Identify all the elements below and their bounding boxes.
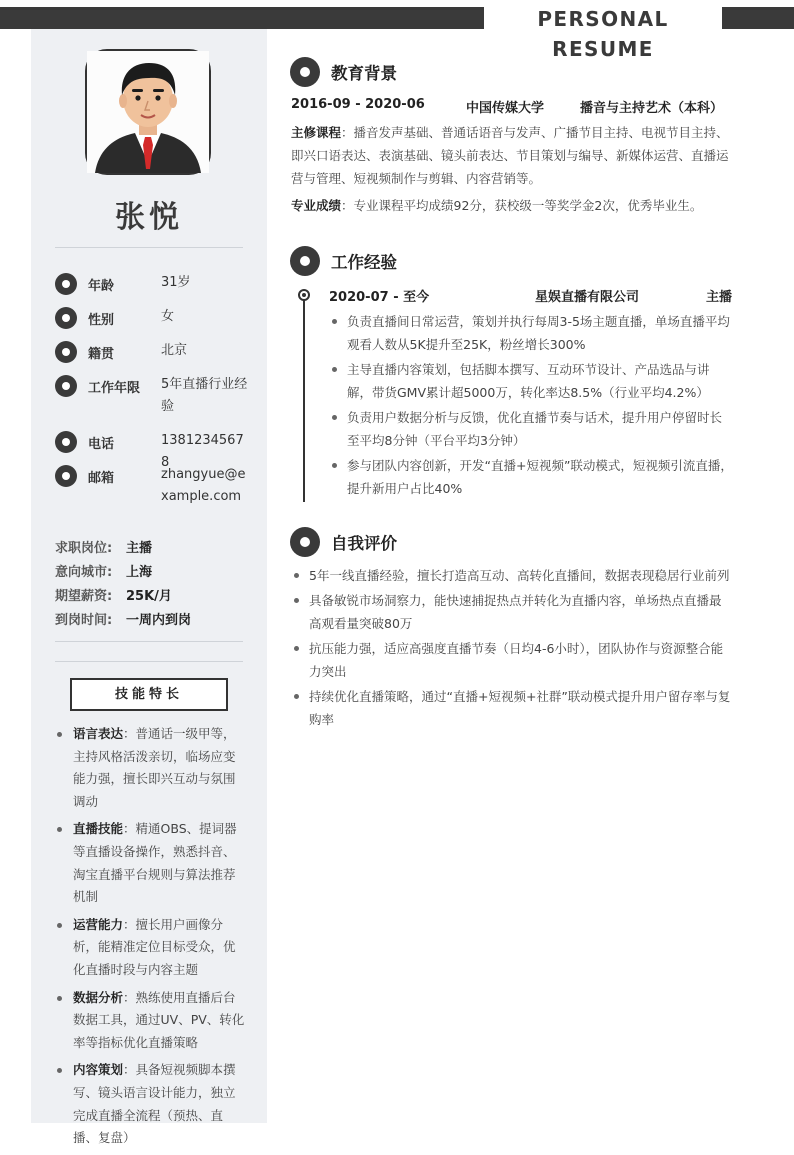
sidebar xyxy=(31,29,267,1146)
info-value: 31岁 xyxy=(161,275,191,290)
sidebar-divider xyxy=(55,247,243,248)
self-item: 持续优化直播策略，通过“直播+短视频+社群”联动模式提升用户留存率与复购率 xyxy=(291,685,731,731)
page-title: PERSONAL RESUME xyxy=(537,7,669,61)
self-item: 抗压能力强，适应高强度直播节奏（日均4-6小时），团队协作与资源整合能力突出 xyxy=(291,637,731,683)
skill-item xyxy=(55,987,245,1055)
header-bar-right xyxy=(722,7,794,29)
skill-item xyxy=(55,1059,245,1149)
info-value: 5年直播行业经验 xyxy=(161,377,248,414)
info-label: 年龄 xyxy=(88,279,115,294)
bullet-dot-icon xyxy=(55,431,77,453)
skill-name: 内容策划 xyxy=(73,1062,124,1078)
work-bullets xyxy=(329,310,733,502)
courses-label: 主修课程 xyxy=(291,125,342,140)
info-label: 性别 xyxy=(88,313,115,328)
education-school: 中国传媒大学 xyxy=(466,101,545,116)
skill-item xyxy=(55,723,245,813)
sidebar-divider xyxy=(55,641,243,642)
bullet-dot-icon xyxy=(55,465,77,487)
job-value: 25K/月 xyxy=(126,589,172,604)
info-label: 工作年限 xyxy=(88,381,141,396)
avatar xyxy=(85,49,211,175)
bullet-dot-icon xyxy=(55,375,77,397)
work-period: 2020-07 - 至今 xyxy=(329,290,430,305)
education-row xyxy=(291,97,731,117)
skill-desc: ：擅长用户画像分析，能精准定位目标受众，优化直播时段与内容主题 xyxy=(73,916,236,977)
job-value: 主播 xyxy=(126,541,153,556)
header-bar-left xyxy=(0,7,484,29)
section-title: 自我评价 xyxy=(331,534,397,553)
work-item: 主导直播内容策划，包括脚本撰写、互动环节设计、产品选品与讲解，带货GMV累计超5000万，转化率达8.5%（行业平均4.2%） xyxy=(329,358,733,404)
courses-text: ：播音发声基础、普通话语音与发声、广播节目主持、电视节目主持、即兴口语表达、表演基础、镜头前表达、节目策划与编导、新媒体运营、直播运营与管理、短视频制作与剪辑、内容营销等。 xyxy=(291,125,729,186)
skill-desc: ：熟练使用直播后台数据工具，通过UV、PV、转化率等指标优化直播策略 xyxy=(73,989,245,1050)
info-label: 籍贯 xyxy=(88,347,115,362)
job-row-salary xyxy=(55,585,172,604)
work-company: 星娱直播有限公司 xyxy=(535,290,640,305)
work-item: 负责直播间日常运营，策划并执行每周3-5场主题直播，单场直播平均观看人数从5K提升至25K，粉丝增长300% xyxy=(329,310,733,356)
skill-name: 直播技能 xyxy=(73,821,124,837)
sidebar-divider xyxy=(55,661,243,662)
skill-desc: ：普通话一级甲等，主持风格活泼亲切，临场应变能力强，擅长即兴互动与氛围调动 xyxy=(73,726,236,809)
bullet-dot-icon xyxy=(55,307,77,329)
self-bullets xyxy=(291,564,731,733)
skill-name: 数据分析 xyxy=(73,989,124,1005)
job-row-city xyxy=(55,561,153,580)
education-grades xyxy=(291,194,731,217)
section-dot-icon xyxy=(290,57,320,87)
info-label: 邮箱 xyxy=(88,471,115,486)
work-role: 主播 xyxy=(706,290,733,305)
grades-text: ：专业课程平均成绩92分，获校级一等奖学金2次，优秀毕业生。 xyxy=(341,198,703,213)
skill-item xyxy=(55,818,245,908)
info-value: 北京 xyxy=(161,343,188,358)
section-dot-icon xyxy=(290,527,320,557)
work-item: 负责用户数据分析与反馈，优化直播节奏与话术，提升用户停留时长至平均8分钟（平台平均3分钟） xyxy=(329,406,733,452)
skill-desc: ：精通OBS、提词器等直播设备操作，熟悉抖音、淘宝直播平台规则与算法推荐机制 xyxy=(73,821,237,905)
skill-desc: ：具备短视频脚本撰写、镜头语言设计能力，独立完成直播全流程（预热、直播、复盘） xyxy=(73,1062,236,1146)
bullet-dot-icon xyxy=(55,341,77,363)
grades-label: 专业成绩 xyxy=(291,198,342,213)
bullet-dot-icon xyxy=(55,273,77,295)
timeline-dot-icon xyxy=(298,289,310,301)
job-label: 到岗时间: xyxy=(55,613,113,628)
job-label: 求职岗位: xyxy=(55,541,113,556)
skill-name: 语言表达 xyxy=(73,726,124,741)
job-row-position xyxy=(55,537,153,556)
info-value: 女 xyxy=(161,309,175,324)
section-dot-icon xyxy=(290,246,320,276)
avatar-portrait xyxy=(87,51,209,173)
job-label: 期望薪资: xyxy=(55,589,113,604)
info-label: 电话 xyxy=(88,437,115,452)
work-item: 参与团队内容创新，开发“直播+短视频”联动模式，短视频引流直播，提升新用户占比40% xyxy=(329,454,733,500)
job-label: 意向城市: xyxy=(55,565,113,580)
profile-name: 张悦 xyxy=(115,200,183,235)
skill-item xyxy=(55,914,245,982)
job-value: 一周内到岗 xyxy=(126,613,192,628)
skills-list xyxy=(55,723,245,1155)
info-value: 13812345678 xyxy=(161,433,244,470)
education-major: 播音与主持艺术（本科） xyxy=(580,101,724,116)
education-period: 2016-09 - 2020-06 xyxy=(291,97,425,112)
education-courses xyxy=(291,121,731,190)
skill-name: 运营能力 xyxy=(73,916,124,932)
skills-title: 技能特长 xyxy=(70,678,228,711)
job-value: 上海 xyxy=(126,565,153,580)
info-value: zhangyue@example.com xyxy=(161,467,246,504)
self-item: 5年一线直播经验，擅长打造高互动、高转化直播间，数据表现稳居行业前列 xyxy=(291,564,731,587)
section-title: 教育背景 xyxy=(331,64,397,83)
work-row xyxy=(329,286,733,306)
section-title: 工作经验 xyxy=(331,253,397,272)
timeline-line xyxy=(303,294,305,502)
self-item: 具备敏锐市场洞察力，能快速捕捉热点并转化为直播内容，单场热点直播最高观看量突破80万 xyxy=(291,589,731,635)
job-row-start xyxy=(55,609,192,628)
